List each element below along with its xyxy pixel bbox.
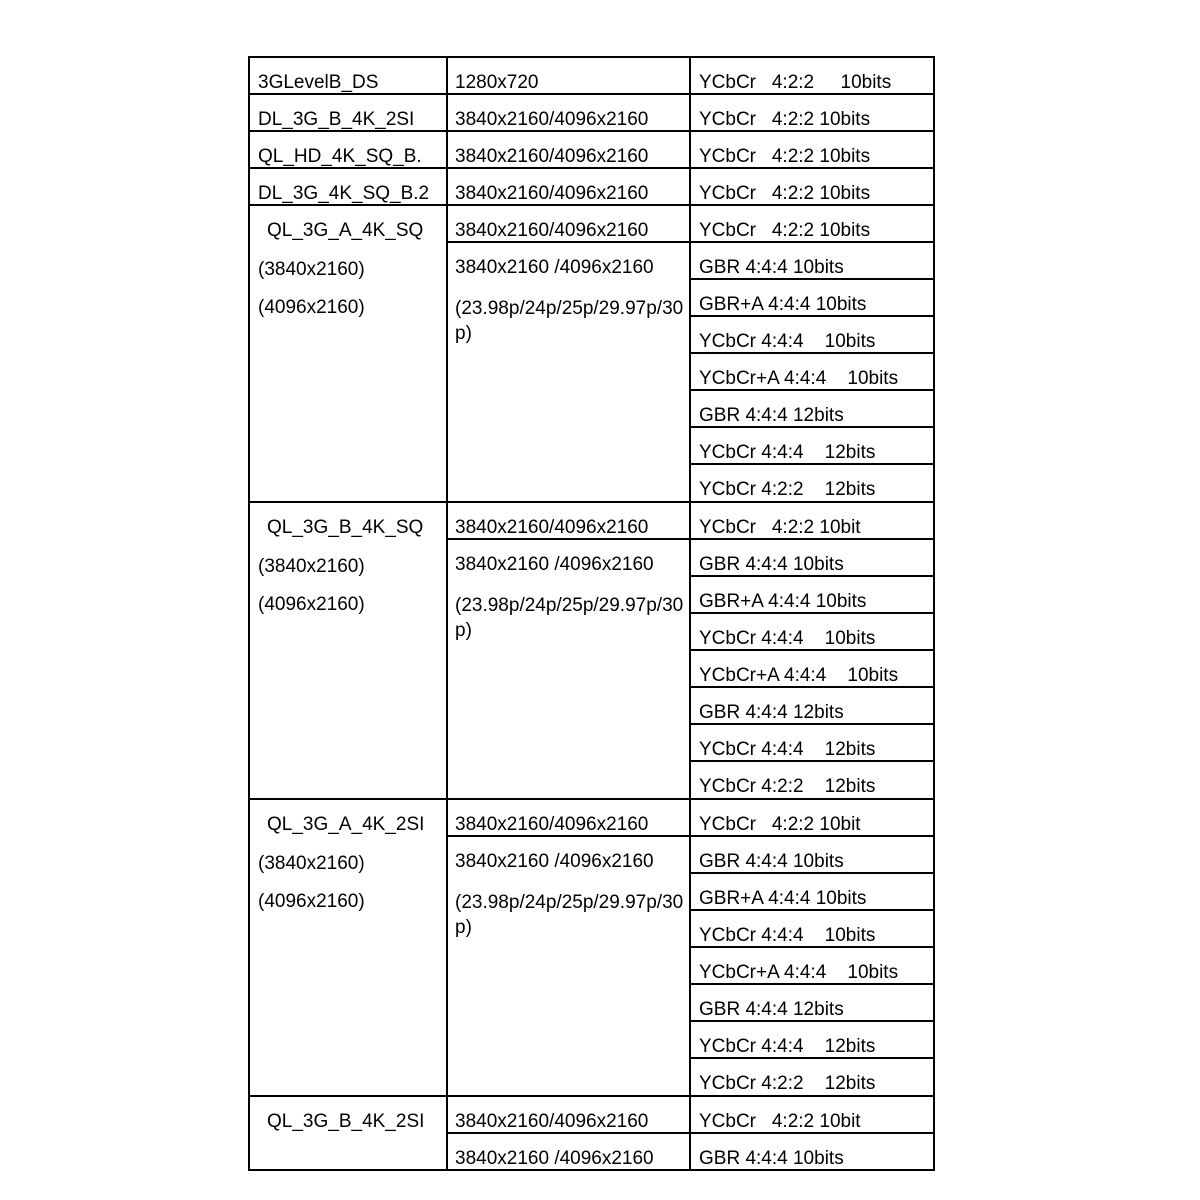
resolution-cell: 3840x2160/4096x2160: [455, 146, 649, 167]
color-format-cell: YCbCr 4:4:4 10bits: [699, 925, 876, 946]
color-format-cell: GBR 4:4:4 12bits: [699, 702, 844, 723]
format-resolution-note: (3840x2160): [258, 853, 365, 874]
resolution-cell: 3840x2160 /4096x2160: [455, 257, 654, 278]
color-format-cell: GBR+A 4:4:4 10bits: [699, 591, 867, 612]
color-format-cell: YCbCr 4:2:2 12bits: [699, 776, 876, 797]
color-format-cell: YCbCr 4:4:4 10bits: [699, 331, 876, 352]
format-cell: DL_3G_4K_SQ_B.2: [258, 183, 430, 204]
resolution-cell: 1280x720: [455, 72, 539, 93]
resolution-cell: 3840x2160/4096x2160: [455, 109, 649, 130]
color-format-cell: GBR+A 4:4:4 10bits: [699, 888, 867, 909]
frame-rates-cell: (23.98p/24p/25p/29.97p/30p): [455, 595, 684, 641]
format-spec-table: [248, 56, 935, 1171]
row-separator: [250, 798, 933, 800]
color-format-cell: GBR 4:4:4 10bits: [699, 1148, 844, 1169]
resolution-cell: 3840x2160 /4096x2160: [455, 554, 654, 575]
color-format-cell: GBR 4:4:4 12bits: [699, 405, 844, 426]
color-format-cell: YCbCr 4:2:2 12bits: [699, 479, 876, 500]
resolution-cell: 3840x2160/4096x2160: [455, 183, 649, 204]
format-cell: 3GLevelB_DS: [258, 72, 379, 93]
format-cell: DL_3G_B_4K_2SI: [258, 109, 415, 130]
color-format-cell: YCbCr 4:2:2 10bits: [699, 146, 871, 167]
color-format-cell: GBR 4:4:4 10bits: [699, 554, 844, 575]
format-resolution-note: (3840x2160): [258, 556, 365, 577]
resolution-cell: 3840x2160/4096x2160: [455, 517, 649, 538]
format-resolution-note: (4096x2160): [258, 594, 365, 615]
format-resolution-note: (4096x2160): [258, 891, 365, 912]
resolution-cell: 3840x2160/4096x2160: [455, 814, 649, 835]
color-format-cell: YCbCr+A 4:4:4 10bits: [699, 368, 899, 389]
resolution-cell: 3840x2160 /4096x2160: [455, 851, 654, 872]
frame-rates-cell: (23.98p/24p/25p/29.97p/30p): [455, 892, 684, 938]
resolution-cell: 3840x2160 /4096x2160: [455, 1148, 654, 1169]
color-format-cell: GBR 4:4:4 10bits: [699, 851, 844, 872]
frame-rates-cell: (23.98p/24p/25p/29.97p/30p): [455, 298, 684, 344]
color-format-cell: GBR 4:4:4 10bits: [699, 257, 844, 278]
color-format-cell: GBR 4:4:4 12bits: [699, 999, 844, 1020]
color-format-cell: YCbCr 4:2:2 10bit: [699, 517, 861, 538]
color-format-cell: YCbCr+A 4:4:4 10bits: [699, 665, 899, 686]
row-separator: [250, 1095, 933, 1097]
color-format-cell: GBR+A 4:4:4 10bits: [699, 294, 867, 315]
format-cell: QL_3G_A_4K_2SI: [267, 814, 425, 835]
color-format-cell: YCbCr 4:4:4 12bits: [699, 739, 876, 760]
format-cell: QL_HD_4K_SQ_B.: [258, 146, 422, 167]
format-resolution-note: (3840x2160): [258, 259, 365, 280]
color-format-cell: YCbCr+A 4:4:4 10bits: [699, 962, 899, 983]
color-format-cell: YCbCr 4:2:2 10bits: [699, 72, 892, 93]
color-format-cell: YCbCr 4:2:2 12bits: [699, 1073, 876, 1094]
color-format-cell: YCbCr 4:2:2 10bits: [699, 183, 871, 204]
format-cell: QL_3G_B_4K_SQ: [267, 517, 424, 538]
format-resolution-note: (4096x2160): [258, 297, 365, 318]
color-format-cell: YCbCr 4:4:4 10bits: [699, 628, 876, 649]
color-format-cell: YCbCr 4:4:4 12bits: [699, 442, 876, 463]
color-format-cell: YCbCr 4:2:2 10bits: [699, 220, 871, 241]
format-cell: QL_3G_B_4K_2SI: [267, 1111, 425, 1132]
color-format-cell: YCbCr 4:2:2 10bits: [699, 109, 871, 130]
color-format-cell: YCbCr 4:4:4 12bits: [699, 1036, 876, 1057]
color-format-cell: YCbCr 4:2:2 10bit: [699, 1111, 861, 1132]
color-format-cell: YCbCr 4:2:2 10bit: [699, 814, 861, 835]
resolution-cell: 3840x2160/4096x2160: [455, 1111, 649, 1132]
resolution-cell: 3840x2160/4096x2160: [455, 220, 649, 241]
format-cell: QL_3G_A_4K_SQ: [267, 220, 424, 241]
row-separator: [250, 501, 933, 503]
column-divider: [446, 58, 448, 1169]
